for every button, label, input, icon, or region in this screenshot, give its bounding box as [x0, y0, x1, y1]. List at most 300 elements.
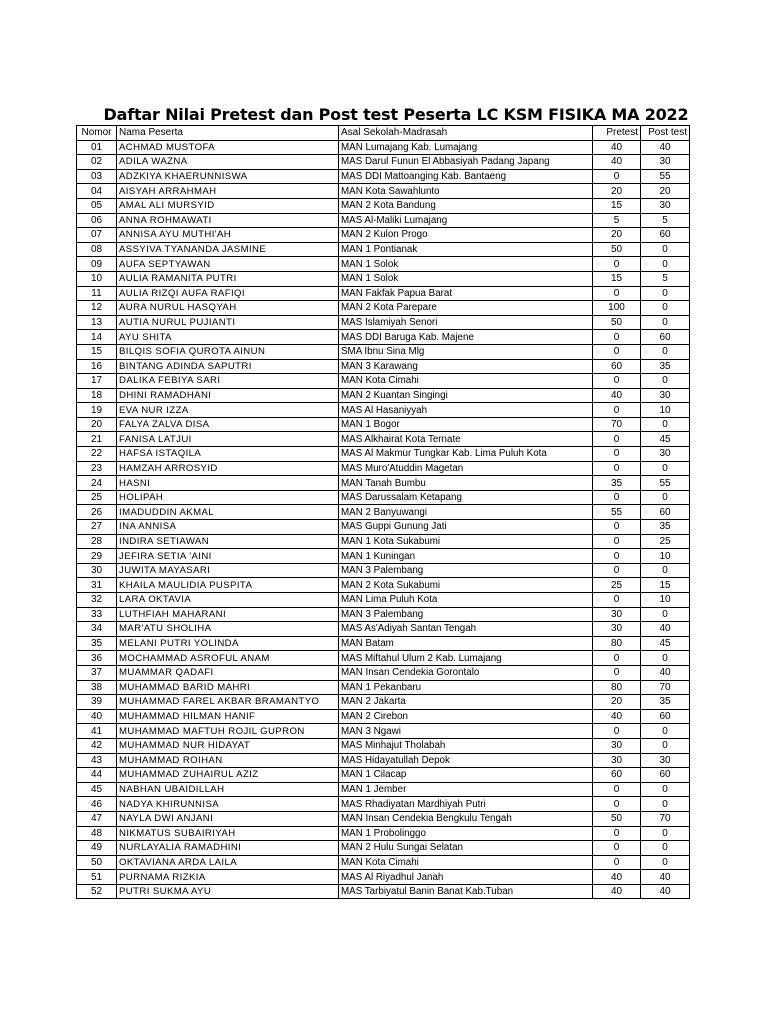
table-row	[77, 534, 690, 549]
cell-pretest: 70	[593, 417, 641, 432]
cell-asal: MAS Darul Funun El Abbasiyah Padang Japang	[339, 155, 593, 170]
cell-posttest: 0	[641, 242, 690, 257]
cell-pretest: 0	[593, 520, 641, 535]
cell-nomor: 26	[77, 505, 117, 520]
cell-posttest: 10	[641, 549, 690, 564]
table-row	[77, 447, 690, 462]
cell-nama: MUHAMMAD FAREL AKBAR BRAMANTYO	[117, 695, 339, 710]
cell-nama: IMADUDDIN AKMAL	[117, 505, 339, 520]
header-asal: Asal Sekolah-Madrasah	[339, 126, 593, 141]
cell-nomor: 33	[77, 607, 117, 622]
table-row	[77, 855, 690, 870]
cell-nama: AISYAH ARRAHMAH	[117, 184, 339, 199]
cell-nama: ADILA WAZNA	[117, 155, 339, 170]
cell-nama: AUTIA NURUL PUJIANTI	[117, 315, 339, 330]
table-row	[77, 490, 690, 505]
cell-asal: SMA Ibnu Sina Mlg	[339, 344, 593, 359]
cell-posttest: 0	[641, 826, 690, 841]
table-row	[77, 476, 690, 491]
cell-nama: DALIKA FEBIYA SARI	[117, 374, 339, 389]
cell-posttest: 10	[641, 403, 690, 418]
table-row	[77, 826, 690, 841]
cell-nomor: 35	[77, 636, 117, 651]
table-row	[77, 549, 690, 564]
cell-nomor: 31	[77, 578, 117, 593]
cell-nama: KHAILA MAULIDIA PUSPITA	[117, 578, 339, 593]
cell-nomor: 27	[77, 520, 117, 535]
cell-nomor: 51	[77, 870, 117, 885]
cell-pretest: 60	[593, 359, 641, 374]
cell-pretest: 0	[593, 593, 641, 608]
cell-pretest: 0	[593, 257, 641, 272]
cell-nama: MUHAMMAD HILMAN HANIF	[117, 709, 339, 724]
cell-nomor: 12	[77, 301, 117, 316]
cell-asal: MAS Rhadiyatan Mardhiyah Putri	[339, 797, 593, 812]
table-row	[77, 753, 690, 768]
cell-asal: MAN 2 Kota Bandung	[339, 198, 593, 213]
table-row	[77, 841, 690, 856]
cell-nomor: 39	[77, 695, 117, 710]
cell-nama: ANNA ROHMAWATI	[117, 213, 339, 228]
cell-asal: MAN 1 Pontianak	[339, 242, 593, 257]
header-nama: Nama Peserta	[117, 126, 339, 141]
cell-pretest: 0	[593, 330, 641, 345]
cell-nomor: 22	[77, 447, 117, 462]
cell-posttest: 40	[641, 884, 690, 899]
cell-asal: MAS Alkhairat Kota Ternate	[339, 432, 593, 447]
table-row	[77, 228, 690, 243]
cell-pretest: 20	[593, 184, 641, 199]
table-row	[77, 665, 690, 680]
cell-pretest: 20	[593, 228, 641, 243]
cell-nama: ACHMAD MUSTOFA	[117, 140, 339, 155]
cell-nomor: 52	[77, 884, 117, 899]
cell-nama: ANNISA AYU MUTHI'AH	[117, 228, 339, 243]
cell-pretest: 80	[593, 636, 641, 651]
cell-asal: MAN 1 Kuningan	[339, 549, 593, 564]
cell-posttest: 15	[641, 578, 690, 593]
cell-asal: MAN 2 Kota Sukabumi	[339, 578, 593, 593]
cell-asal: MAS Al Hasaniyyah	[339, 403, 593, 418]
cell-asal: MAN 2 Kulon Progo	[339, 228, 593, 243]
cell-pretest: 30	[593, 753, 641, 768]
table-row	[77, 271, 690, 286]
cell-nomor: 25	[77, 490, 117, 505]
cell-nomor: 11	[77, 286, 117, 301]
cell-posttest: 40	[641, 665, 690, 680]
cell-nomor: 34	[77, 622, 117, 637]
cell-asal: MAN 2 Cirebon	[339, 709, 593, 724]
cell-nomor: 01	[77, 140, 117, 155]
cell-nama: MUHAMMAD NUR HIDAYAT	[117, 738, 339, 753]
table-row	[77, 622, 690, 637]
cell-asal: MAN 2 Banyuwangi	[339, 505, 593, 520]
cell-posttest: 40	[641, 870, 690, 885]
cell-nomor: 37	[77, 665, 117, 680]
table-row	[77, 505, 690, 520]
cell-pretest: 15	[593, 271, 641, 286]
cell-posttest: 40	[641, 140, 690, 155]
cell-nomor: 15	[77, 344, 117, 359]
cell-nomor: 19	[77, 403, 117, 418]
cell-nama: INA ANNISA	[117, 520, 339, 535]
cell-nomor: 03	[77, 169, 117, 184]
cell-pretest: 0	[593, 169, 641, 184]
cell-pretest: 60	[593, 768, 641, 783]
cell-nama: LUTHFIAH MAHARANI	[117, 607, 339, 622]
cell-posttest: 70	[641, 811, 690, 826]
cell-posttest: 55	[641, 169, 690, 184]
cell-posttest: 70	[641, 680, 690, 695]
page-title: Daftar Nilai Pretest dan Post test Peserta LC KSM FISIKA MA 2022	[103, 105, 689, 124]
table-row	[77, 636, 690, 651]
cell-asal: MAN 1 Bogor	[339, 417, 593, 432]
cell-nomor: 23	[77, 461, 117, 476]
cell-nama: MUHAMMAD BARID MAHRI	[117, 680, 339, 695]
cell-nama: MUHAMMAD ROIHAN	[117, 753, 339, 768]
cell-pretest: 50	[593, 811, 641, 826]
table-row	[77, 169, 690, 184]
cell-nama: FANISA LATJUI	[117, 432, 339, 447]
table-row	[77, 315, 690, 330]
table-row	[77, 155, 690, 170]
table-row	[77, 198, 690, 213]
cell-posttest: 0	[641, 797, 690, 812]
cell-pretest: 80	[593, 680, 641, 695]
table-row	[77, 301, 690, 316]
cell-asal: MAN 2 Kota Parepare	[339, 301, 593, 316]
cell-posttest: 60	[641, 505, 690, 520]
cell-posttest: 60	[641, 709, 690, 724]
table-row	[77, 359, 690, 374]
cell-pretest: 30	[593, 622, 641, 637]
cell-pretest: 0	[593, 286, 641, 301]
cell-nama: AULIA RAMANITA PUTRI	[117, 271, 339, 286]
cell-posttest: 30	[641, 155, 690, 170]
cell-nama: EVA NUR IZZA	[117, 403, 339, 418]
cell-nomor: 16	[77, 359, 117, 374]
cell-posttest: 0	[641, 301, 690, 316]
cell-nomor: 30	[77, 563, 117, 578]
table-row	[77, 257, 690, 272]
cell-asal: MAN 3 Palembang	[339, 607, 593, 622]
cell-nama: AMAL ALI MURSYID	[117, 198, 339, 213]
cell-pretest: 0	[593, 549, 641, 564]
cell-pretest: 0	[593, 461, 641, 476]
cell-posttest: 0	[641, 782, 690, 797]
cell-posttest: 0	[641, 651, 690, 666]
cell-pretest: 100	[593, 301, 641, 316]
cell-pretest: 40	[593, 709, 641, 724]
cell-pretest: 0	[593, 447, 641, 462]
table-row	[77, 709, 690, 724]
cell-pretest: 0	[593, 344, 641, 359]
cell-asal: MAN Batam	[339, 636, 593, 651]
cell-asal: MAS Al Makmur Tungkar Kab. Lima Puluh Kota	[339, 447, 593, 462]
cell-nomor: 38	[77, 680, 117, 695]
cell-nomor: 45	[77, 782, 117, 797]
cell-pretest: 0	[593, 432, 641, 447]
cell-asal: MAN 1 Jember	[339, 782, 593, 797]
cell-pretest: 20	[593, 695, 641, 710]
cell-nomor: 04	[77, 184, 117, 199]
cell-nama: LARA OKTAVIA	[117, 593, 339, 608]
cell-nama: JEFIRA SETIA 'AINI	[117, 549, 339, 564]
cell-posttest: 35	[641, 520, 690, 535]
cell-posttest: 40	[641, 622, 690, 637]
cell-posttest: 0	[641, 855, 690, 870]
cell-nomor: 05	[77, 198, 117, 213]
cell-posttest: 10	[641, 593, 690, 608]
table-row	[77, 330, 690, 345]
table-row	[77, 286, 690, 301]
cell-posttest: 0	[641, 724, 690, 739]
cell-nama: MAR'ATU SHOLIHA	[117, 622, 339, 637]
cell-pretest: 40	[593, 870, 641, 885]
cell-asal: MAN Lumajang Kab. Lumajang	[339, 140, 593, 155]
table-row	[77, 651, 690, 666]
cell-nama: BILQIS SOFIA QUROTA AINUN	[117, 344, 339, 359]
table-row	[77, 607, 690, 622]
cell-nama: NIKMATUS SUBAIRIYAH	[117, 826, 339, 841]
cell-nama: AUFA SEPTYAWAN	[117, 257, 339, 272]
cell-asal: MAN 2 Hulu Sungai Selatan	[339, 841, 593, 856]
table-row	[77, 782, 690, 797]
cell-asal: MAN 1 Pekanbaru	[339, 680, 593, 695]
cell-nomor: 24	[77, 476, 117, 491]
cell-asal: MAN Kota Cimahi	[339, 374, 593, 389]
cell-pretest: 30	[593, 738, 641, 753]
cell-asal: MAN Fakfak Papua Barat	[339, 286, 593, 301]
cell-posttest: 20	[641, 184, 690, 199]
cell-posttest: 0	[641, 490, 690, 505]
cell-asal: MAN 1 Cilacap	[339, 768, 593, 783]
cell-posttest: 35	[641, 695, 690, 710]
cell-posttest: 0	[641, 417, 690, 432]
header-posttest: Post test	[641, 126, 690, 141]
cell-nama: BINTANG ADINDA SAPUTRI	[117, 359, 339, 374]
table-header-row	[77, 126, 690, 141]
cell-asal: MAN 1 Probolinggo	[339, 826, 593, 841]
cell-asal: MAN Tanah Bumbu	[339, 476, 593, 491]
table-row	[77, 140, 690, 155]
table-row	[77, 695, 690, 710]
cell-posttest: 60	[641, 228, 690, 243]
cell-nomor: 09	[77, 257, 117, 272]
table-row	[77, 388, 690, 403]
table-row	[77, 563, 690, 578]
cell-pretest: 0	[593, 782, 641, 797]
cell-pretest: 0	[593, 403, 641, 418]
cell-asal: MAS Muro'Atuddin Magetan	[339, 461, 593, 476]
cell-nama: MOCHAMMAD ASROFUL ANAM	[117, 651, 339, 666]
cell-asal: MAS Guppi Gunung Jati	[339, 520, 593, 535]
cell-pretest: 0	[593, 841, 641, 856]
cell-nama: NAYLA DWI ANJANI	[117, 811, 339, 826]
cell-posttest: 35	[641, 359, 690, 374]
cell-nomor: 21	[77, 432, 117, 447]
cell-posttest: 45	[641, 636, 690, 651]
cell-posttest: 5	[641, 213, 690, 228]
cell-posttest: 0	[641, 461, 690, 476]
cell-asal: MAN Kota Cimahi	[339, 855, 593, 870]
cell-posttest: 0	[641, 563, 690, 578]
cell-nomor: 20	[77, 417, 117, 432]
cell-nomor: 17	[77, 374, 117, 389]
cell-nama: MUAMMAR QADAFI	[117, 665, 339, 680]
cell-nama: INDIRA SETIAWAN	[117, 534, 339, 549]
cell-posttest: 30	[641, 447, 690, 462]
cell-pretest: 0	[593, 563, 641, 578]
cell-pretest: 0	[593, 855, 641, 870]
cell-pretest: 0	[593, 826, 641, 841]
cell-pretest: 50	[593, 315, 641, 330]
table-row	[77, 213, 690, 228]
table-row	[77, 417, 690, 432]
table-row	[77, 884, 690, 899]
cell-nama: FALYA ZALVA DISA	[117, 417, 339, 432]
cell-asal: MAN 3 Ngawi	[339, 724, 593, 739]
table-row	[77, 520, 690, 535]
cell-asal: MAN 1 Solok	[339, 271, 593, 286]
cell-nomor: 14	[77, 330, 117, 345]
cell-nomor: 47	[77, 811, 117, 826]
cell-nama: MUHAMMAD ZUHAIRUL AZIZ	[117, 768, 339, 783]
cell-asal: MAN Lima Puluh Kota	[339, 593, 593, 608]
table-row	[77, 797, 690, 812]
cell-asal: MAS As'Adiyah Santan Tengah	[339, 622, 593, 637]
cell-nomor: 32	[77, 593, 117, 608]
cell-nama: ASSYIVA TYANANDA JASMINE	[117, 242, 339, 257]
cell-nama: JUWITA MAYASARI	[117, 563, 339, 578]
table-row	[77, 374, 690, 389]
cell-nomor: 08	[77, 242, 117, 257]
cell-asal: MAS Minhajut Tholabah	[339, 738, 593, 753]
cell-asal: MAN 1 Kota Sukabumi	[339, 534, 593, 549]
cell-nomor: 36	[77, 651, 117, 666]
cell-pretest: 35	[593, 476, 641, 491]
cell-pretest: 0	[593, 724, 641, 739]
cell-posttest: 30	[641, 198, 690, 213]
scores-table	[76, 125, 690, 899]
cell-pretest: 30	[593, 607, 641, 622]
cell-nama: MUHAMMAD MAFTUH ROJIL GUPRON	[117, 724, 339, 739]
cell-nomor: 44	[77, 768, 117, 783]
cell-nomor: 46	[77, 797, 117, 812]
cell-asal: MAS Miftahul Ulum 2 Kab. Lumajang	[339, 651, 593, 666]
cell-nama: NURLAYALIA RAMADHINI	[117, 841, 339, 856]
cell-nama: AURA NURUL HASQYAH	[117, 301, 339, 316]
cell-nomor: 41	[77, 724, 117, 739]
cell-asal: MAN 1 Solok	[339, 257, 593, 272]
table-row	[77, 593, 690, 608]
cell-pretest: 40	[593, 140, 641, 155]
cell-posttest: 25	[641, 534, 690, 549]
cell-nama: ADZKIYA KHAERUNNISWA	[117, 169, 339, 184]
cell-nama: NADYA KHIRUNNISA	[117, 797, 339, 812]
cell-nama: PUTRI SUKMA AYU	[117, 884, 339, 899]
cell-nama: DHINI RAMADHANI	[117, 388, 339, 403]
cell-nama: AYU SHITA	[117, 330, 339, 345]
cell-asal: MAS Islamiyah Senori	[339, 315, 593, 330]
cell-nama: OKTAVIANA ARDA LAILA	[117, 855, 339, 870]
cell-posttest: 0	[641, 841, 690, 856]
table-row	[77, 578, 690, 593]
cell-nomor: 29	[77, 549, 117, 564]
cell-nomor: 43	[77, 753, 117, 768]
cell-nomor: 28	[77, 534, 117, 549]
cell-pretest: 5	[593, 213, 641, 228]
header-pretest: Pretest	[593, 126, 641, 141]
cell-pretest: 0	[593, 374, 641, 389]
table-row	[77, 461, 690, 476]
cell-asal: MAN 2 Kuantan Singingi	[339, 388, 593, 403]
table-row	[77, 184, 690, 199]
cell-posttest: 45	[641, 432, 690, 447]
cell-nomor: 50	[77, 855, 117, 870]
cell-posttest: 0	[641, 374, 690, 389]
cell-nama: HOLIPAH	[117, 490, 339, 505]
cell-pretest: 40	[593, 388, 641, 403]
cell-asal: MAS DDI Baruga Kab. Majene	[339, 330, 593, 345]
cell-pretest: 0	[593, 665, 641, 680]
cell-nomor: 40	[77, 709, 117, 724]
cell-asal: MAS Hidayatullah Depok	[339, 753, 593, 768]
cell-pretest: 0	[593, 797, 641, 812]
cell-asal: MAS DDI Mattoanging Kab. Bantaeng	[339, 169, 593, 184]
cell-asal: MAS Tarbiyatul Banin Banat Kab.Tuban	[339, 884, 593, 899]
cell-posttest: 60	[641, 768, 690, 783]
cell-nama: HAFSA ISTAQILA	[117, 447, 339, 462]
cell-pretest: 0	[593, 534, 641, 549]
cell-pretest: 0	[593, 651, 641, 666]
cell-pretest: 25	[593, 578, 641, 593]
cell-posttest: 30	[641, 388, 690, 403]
table-row	[77, 242, 690, 257]
cell-posttest: 0	[641, 286, 690, 301]
cell-nomor: 18	[77, 388, 117, 403]
cell-pretest: 50	[593, 242, 641, 257]
header-nomor: Nomor	[77, 126, 117, 141]
cell-nomor: 06	[77, 213, 117, 228]
cell-posttest: 0	[641, 344, 690, 359]
cell-asal: MAN Kota Sawahlunto	[339, 184, 593, 199]
cell-nomor: 02	[77, 155, 117, 170]
cell-posttest: 0	[641, 738, 690, 753]
cell-asal: MAN 3 Karawang	[339, 359, 593, 374]
cell-posttest: 0	[641, 315, 690, 330]
cell-nomor: 49	[77, 841, 117, 856]
cell-nomor: 48	[77, 826, 117, 841]
cell-posttest: 60	[641, 330, 690, 345]
cell-nomor: 13	[77, 315, 117, 330]
table-row	[77, 768, 690, 783]
cell-posttest: 5	[641, 271, 690, 286]
cell-asal: MAN Insan Cendekia Gorontalo	[339, 665, 593, 680]
table-row	[77, 403, 690, 418]
table-body	[77, 140, 690, 899]
cell-pretest: 40	[593, 884, 641, 899]
cell-nama: PURNAMA RIZKIA	[117, 870, 339, 885]
cell-posttest: 30	[641, 753, 690, 768]
cell-pretest: 55	[593, 505, 641, 520]
cell-nama: NABHAN UBAIDILLAH	[117, 782, 339, 797]
cell-nomor: 07	[77, 228, 117, 243]
cell-pretest: 40	[593, 155, 641, 170]
cell-asal: MAS Al Riyadhul Janah	[339, 870, 593, 885]
cell-posttest: 0	[641, 607, 690, 622]
cell-nama: AULIA RIZQI AUFA RAFIQI	[117, 286, 339, 301]
